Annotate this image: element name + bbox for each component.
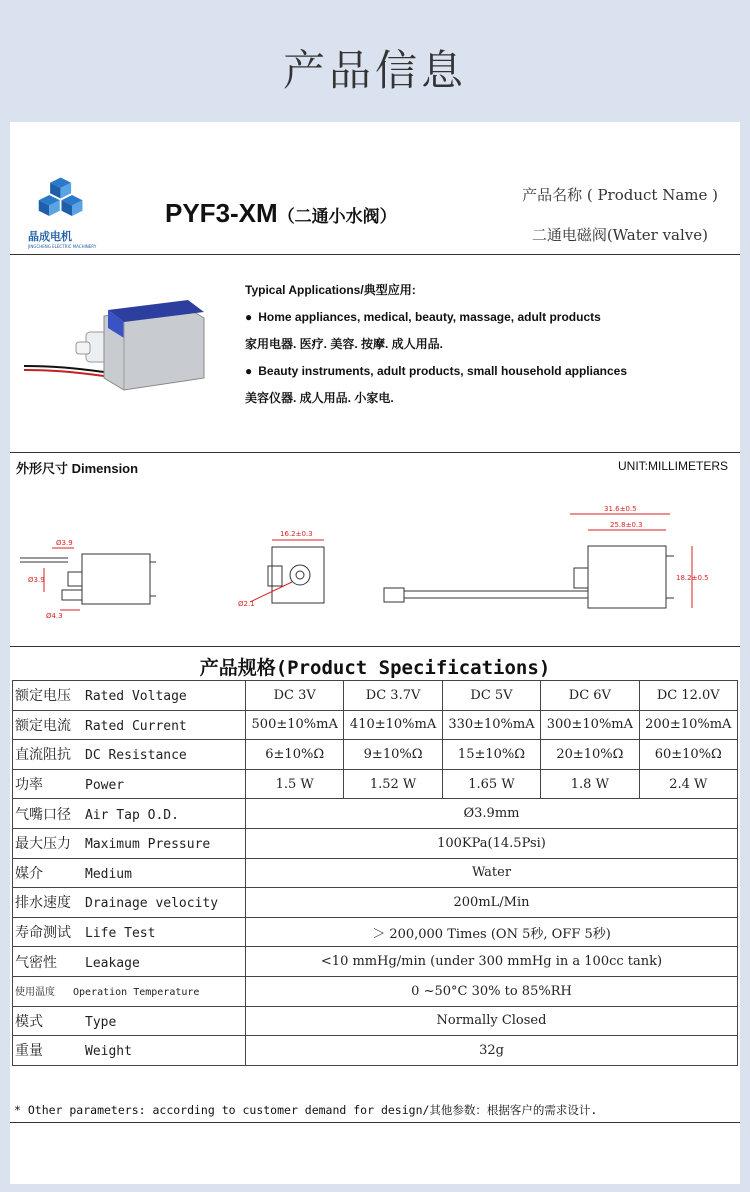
spec-label-en: Type xyxy=(85,1014,117,1030)
spec-label xyxy=(13,1036,246,1066)
divider xyxy=(10,1122,740,1123)
spec-label-cn: 功率 xyxy=(15,777,43,794)
spec-row xyxy=(13,740,738,770)
dim-right-top2: 25.8±0.3 xyxy=(610,521,643,529)
spec-label-en: DC Resistance xyxy=(85,748,187,764)
spec-value: DC 3.7V xyxy=(344,681,442,711)
spec-value: 330±10%mA xyxy=(442,710,540,740)
spec-value: 32g xyxy=(246,1036,738,1066)
divider xyxy=(10,254,740,255)
spec-row xyxy=(13,947,738,977)
spec-value: ＞ 200,000 Times (ON 5秒, OFF 5秒) xyxy=(246,917,738,947)
spec-value: <10 mmHg/min (under 300 mmHg in a 100cc tank) xyxy=(246,947,738,977)
spec-label-cn: 气嘴口径 xyxy=(15,806,71,823)
spec-title: 产品规格(Product Specifications) xyxy=(199,657,551,679)
spec-value: 410±10%mA xyxy=(344,710,442,740)
spec-value: 1.52 W xyxy=(344,769,442,799)
application-text: Beauty instruments, adult products, small household appliances xyxy=(258,364,627,378)
footnote: * Other parameters: according to customer demand for design/其他参数：根据客户的需求设计. xyxy=(14,1103,598,1117)
application-text: Home appliances, medical, beauty, massage, adult products xyxy=(258,310,601,324)
spec-label-en: Leakage xyxy=(85,955,140,971)
spec-row xyxy=(13,1036,738,1066)
dimension-label: 外形尺寸 Dimension xyxy=(16,461,139,476)
product-sheet xyxy=(10,122,740,1184)
spec-label xyxy=(13,710,246,740)
spec-label xyxy=(13,858,246,888)
spec-row xyxy=(13,1006,738,1036)
spec-label-cn: 寿命测试 xyxy=(15,925,71,942)
top-view-drawing xyxy=(384,514,692,608)
application-item-cn: 美容仪器. 成人用品. 小家电. xyxy=(245,391,394,405)
front-view-drawing xyxy=(250,540,324,603)
spec-value: 6±10%Ω xyxy=(246,740,344,770)
spec-label-en: Maximum Pressure xyxy=(85,837,211,853)
spec-label xyxy=(13,799,246,829)
spec-value: Normally Closed xyxy=(246,1006,738,1036)
spec-row xyxy=(13,681,738,711)
spec-row xyxy=(13,858,738,888)
dim-mid-top: 16.2±0.3 xyxy=(280,530,313,538)
spec-table xyxy=(12,680,738,1066)
spec-label-en: Air Tap O.D. xyxy=(85,807,179,823)
spec-value: 200±10%mA xyxy=(639,710,737,740)
spec-row xyxy=(13,828,738,858)
application-item-cn: 家用电器. 医疗. 美容. 按摩. 成人用品. xyxy=(245,337,444,351)
spec-label-cn: 重量 xyxy=(15,1043,43,1060)
spec-label xyxy=(13,740,246,770)
spec-label-cn: 额定电流 xyxy=(15,717,71,734)
product-name-label: 产品名称 ( Product Name ) xyxy=(522,186,718,204)
spec-row xyxy=(13,710,738,740)
spec-label xyxy=(13,917,246,947)
spec-value: 1.5 W xyxy=(246,769,344,799)
spec-label-en: Medium xyxy=(85,866,132,882)
spec-label-en: Drainage velocity xyxy=(85,896,219,912)
logo-subtext: JINGCHENG ELECTRIC MACHINERY xyxy=(28,244,97,249)
spec-value: Ø3.9mm xyxy=(246,799,738,829)
company-logo-icon xyxy=(30,174,100,230)
dim-mid-side: Ø2.1 xyxy=(238,600,255,608)
spec-value: DC 6V xyxy=(541,681,639,711)
spec-value: 1.8 W xyxy=(541,769,639,799)
spec-label-en: Rated Voltage xyxy=(85,689,187,705)
sheet-header xyxy=(10,122,740,254)
model-cn-name: （二通小水阀） xyxy=(277,207,397,227)
spec-value: 15±10%Ω xyxy=(442,740,540,770)
spec-label-en: Rated Current xyxy=(85,718,187,734)
spec-value: 2.4 W xyxy=(639,769,737,799)
unit-label: UNIT:MILLIMETERS xyxy=(617,459,728,473)
spec-label xyxy=(13,769,246,799)
spec-value: 1.65 W xyxy=(442,769,540,799)
spec-value: DC 3V xyxy=(246,681,344,711)
spec-label-cn: 模式 xyxy=(15,1013,43,1030)
spec-row xyxy=(13,917,738,947)
spec-row xyxy=(13,799,738,829)
dimension-drawings xyxy=(10,502,740,632)
spec-value: 300±10%mA xyxy=(541,710,639,740)
spec-label-en: Weight xyxy=(85,1044,132,1060)
spec-value: 0 ~50°C 30% to 85%RH xyxy=(246,976,738,1006)
spec-label-en: Life Test xyxy=(85,926,156,942)
product-name-value: 二通电磁阀(Water valve) xyxy=(531,226,708,244)
application-item xyxy=(245,307,725,334)
spec-value: 9±10%Ω xyxy=(344,740,442,770)
spec-row xyxy=(13,976,738,1006)
divider xyxy=(10,646,740,647)
bullet-icon: ● xyxy=(245,310,253,324)
spec-label xyxy=(13,681,246,711)
dim-left-side: Ø3.9 xyxy=(28,576,45,584)
spec-label-cn: 气密性 xyxy=(15,954,57,971)
spec-label-cn: 额定电压 xyxy=(15,688,71,705)
solenoid-valve-image xyxy=(24,298,214,398)
spec-label-en: Power xyxy=(85,778,125,794)
page-title: 产品信息 xyxy=(282,46,467,95)
spec-value: Water xyxy=(246,858,738,888)
spec-value: DC 12.0V xyxy=(639,681,737,711)
dim-right-top1: 31.6±0.5 xyxy=(604,505,637,513)
dim-left-top: Ø3.9 xyxy=(56,539,73,547)
typical-applications xyxy=(245,280,725,415)
divider xyxy=(10,452,740,453)
spec-label xyxy=(13,947,246,977)
spec-label-cn: 直流阻抗 xyxy=(15,747,71,764)
dim-right-side: 18.2±0.5 xyxy=(676,574,709,582)
spec-value: 500±10%mA xyxy=(246,710,344,740)
applications-title: Typical Applications/典型应用: xyxy=(245,283,416,297)
spec-label xyxy=(13,976,246,1006)
spec-value: 200mL/Min xyxy=(246,888,738,918)
spec-label-cn: 最大压力 xyxy=(15,836,71,853)
bullet-icon: ● xyxy=(245,364,253,378)
spec-label xyxy=(13,1006,246,1036)
spec-row xyxy=(13,769,738,799)
spec-label xyxy=(13,828,246,858)
spec-value: 60±10%Ω xyxy=(639,740,737,770)
model-title xyxy=(165,198,397,229)
spec-label-cn: 媒介 xyxy=(15,865,43,882)
spec-label-cn: 使用温度 xyxy=(15,987,55,999)
model-number: PYF3-XM xyxy=(165,198,278,228)
logo-text: 晶成电机 xyxy=(28,230,72,243)
spec-value: 20±10%Ω xyxy=(541,740,639,770)
spec-label-en: Operation Temperature xyxy=(73,987,200,999)
spec-value: 100KPa(14.5Psi) xyxy=(246,828,738,858)
spec-row xyxy=(13,888,738,918)
spec-label-cn: 排水速度 xyxy=(15,895,71,912)
application-item xyxy=(245,361,725,388)
spec-label xyxy=(13,888,246,918)
dim-left-bottom: Ø4.3 xyxy=(46,612,63,620)
spec-value: DC 5V xyxy=(442,681,540,711)
